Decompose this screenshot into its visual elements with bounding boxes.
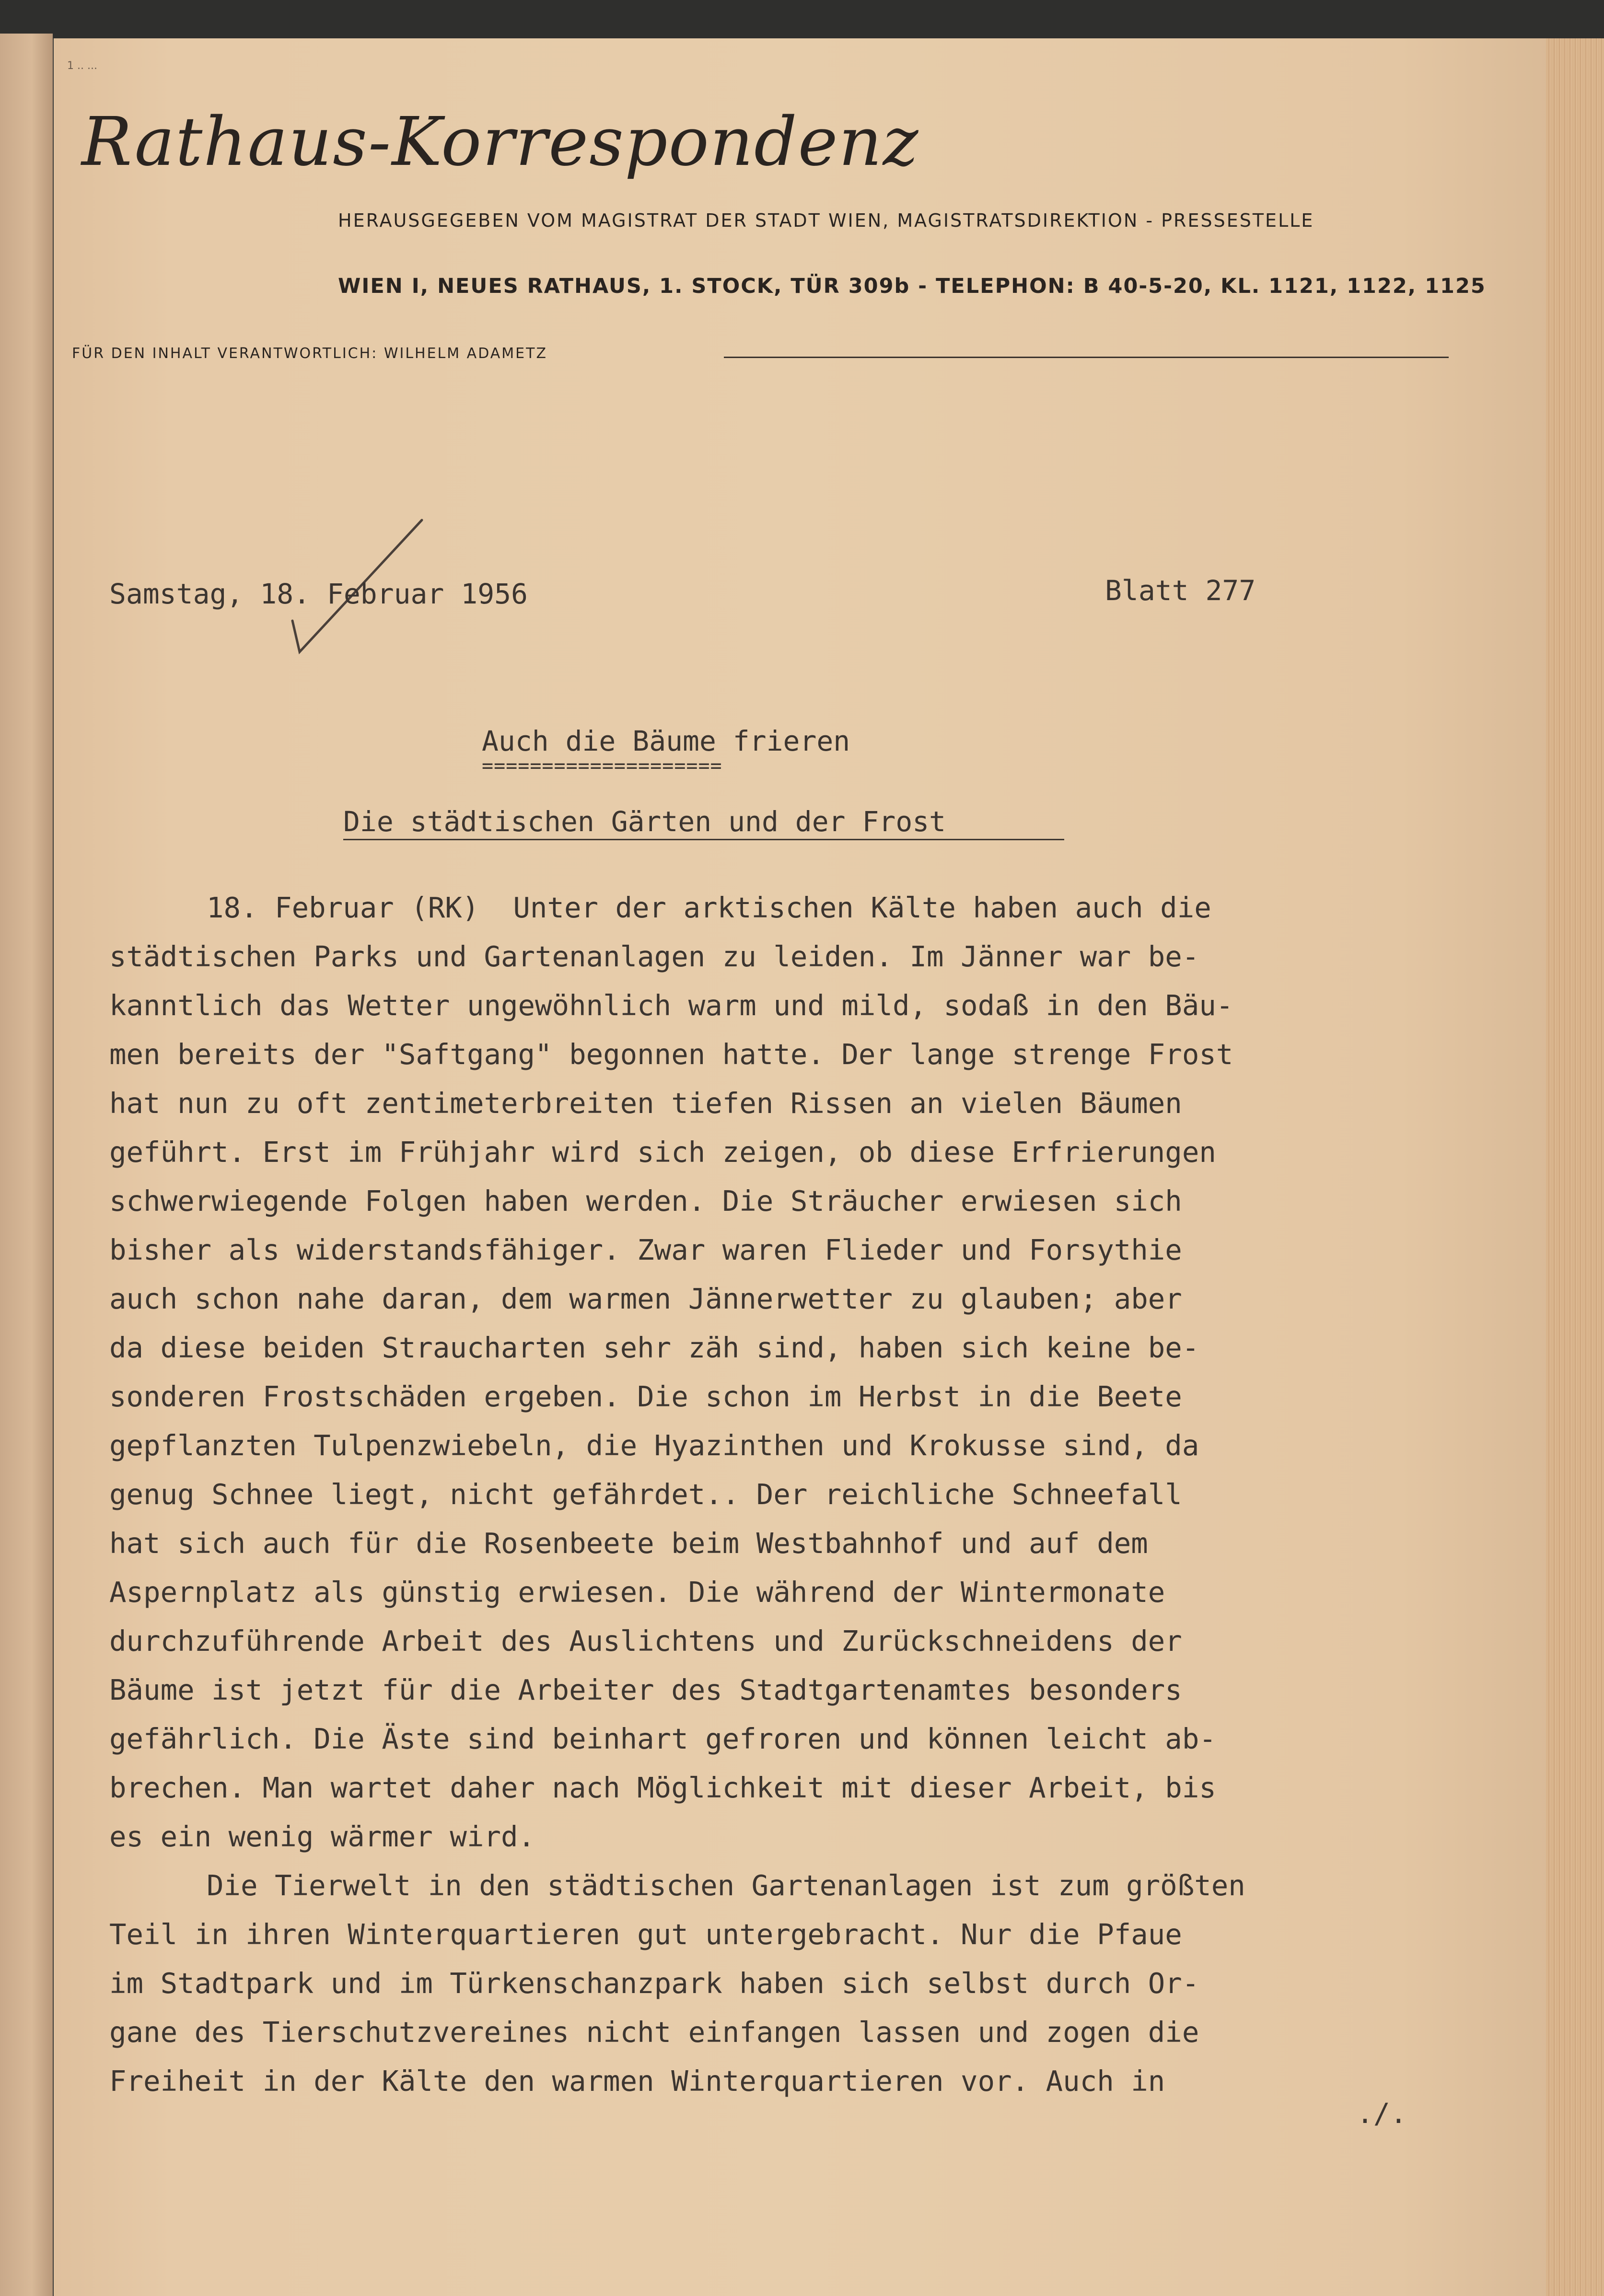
body-line: da diese beiden Straucharten sehr zäh sind, haben sich keine be- <box>109 1331 1199 1364</box>
body-line: genug Schnee liegt, nicht gefährdet.. Der reichliche Schneefall <box>109 1478 1182 1511</box>
body-line: gane des Tierschutzvereines nicht einfangen lassen und zogen die <box>109 2016 1199 2049</box>
scan-frame-top <box>0 0 1604 38</box>
body-line: Aspernplatz als günstig erwiesen. Die während der Wintermonate <box>109 1576 1165 1609</box>
body-line: Teil in ihren Winterquartieren gut untergebracht. Nur die Pfaue <box>109 1918 1182 1951</box>
body-line: durchzuführende Arbeit des Auslichtens und Zurückschneidens der <box>109 1624 1182 1658</box>
body-line: brechen. Man wartet daher nach Möglichkeit mit dieser Arbeit, bis <box>109 1771 1216 1804</box>
sheet-number: Blatt 277 <box>1105 574 1256 607</box>
letterhead-rule <box>724 357 1449 358</box>
body-line: bisher als widerstandsfähiger. Zwar waren Flieder und Forsythie <box>109 1233 1182 1266</box>
body-line: städtischen Parks und Gartenanlagen zu leiden. Im Jänner war be- <box>109 940 1199 973</box>
body-line: Bäume ist jetzt für die Arbeiter des Stadtgartenamtes besonders <box>109 1673 1182 1706</box>
headline: Auch die Bäume frieren <box>482 725 850 757</box>
body-line: hat nun zu oft zentimeterbreiten tiefen Rissen an vielen Bäumen <box>109 1087 1182 1120</box>
body-line: Die Tierwelt in den städtischen Gartenanlagen ist zum größten <box>207 1869 1245 1902</box>
body-line: geführt. Erst im Frühjahr wird sich zeigen, ob diese Erfrierungen <box>109 1136 1216 1169</box>
body-line: hat sich auch für die Rosenbeete beim Westbahnhof und auf dem <box>109 1527 1148 1560</box>
body-line: gepflanzten Tulpenzwiebeln, die Hyazinthen und Krokusse sind, da <box>109 1429 1199 1462</box>
dateline: Samstag, 18. Februar 1956 <box>109 578 528 610</box>
corner-pencil-mark: 1 .. ... <box>67 60 97 72</box>
letterhead-title: Rathaus-Korrespondenz <box>81 103 919 181</box>
body-line: auch schon nahe daran, dem warmen Jännerwetter zu glauben; aber <box>109 1282 1182 1315</box>
body-line: gefährlich. Die Äste sind beinhart gefroren und können leicht ab- <box>109 1722 1216 1755</box>
body-line: sonderen Frostschäden ergeben. Die schon im Herbst in die Beete <box>109 1380 1182 1413</box>
continued-mark: ./. <box>1357 2097 1407 2130</box>
subheadline-underline <box>343 839 1064 840</box>
letterhead-address: WIEN I, NEUES RATHAUS, 1. STOCK, TÜR 309b - TELEPHON: B 40-5-20, KL. 1121, 1122, 1125 <box>338 274 1486 298</box>
facing-page-edge <box>0 34 53 2296</box>
letterhead-publisher: HERAUSGEGEBEN VOM MAGISTRAT DER STADT WIEN, MAGISTRATSDIREKTION - PRESSESTELLE <box>338 210 1314 231</box>
headline-rule: ==================== <box>482 755 722 777</box>
subheadline: Die städtischen Gärten und der Frost <box>343 805 946 838</box>
body-line: kanntlich das Wetter ungewöhnlich warm und mild, sodaß in den Bäu- <box>109 989 1233 1022</box>
body-line: es ein wenig wärmer wird. <box>109 1820 535 1853</box>
body-line: Freiheit in der Kälte den warmen Winterquartieren vor. Auch in <box>109 2064 1165 2098</box>
body-line: men bereits der "Saftgang" begonnen hatte. Der lange strenge Frost <box>109 1038 1233 1071</box>
article-body <box>109 883 1442 2106</box>
body-line: schwerwiegende Folgen haben werden. Die Sträucher erwiesen sich <box>109 1184 1182 1218</box>
page-stack-edges <box>1546 38 1604 2296</box>
letterhead-responsible: FÜR DEN INHALT VERANTWORTLICH: WILHELM ADAMETZ <box>72 345 548 362</box>
body-line: im Stadtpark und im Türkenschanzpark haben sich selbst durch Or- <box>109 1967 1199 2000</box>
body-line: 18. Februar (RK) Unter der arktischen Kälte haben auch die <box>207 891 1211 924</box>
